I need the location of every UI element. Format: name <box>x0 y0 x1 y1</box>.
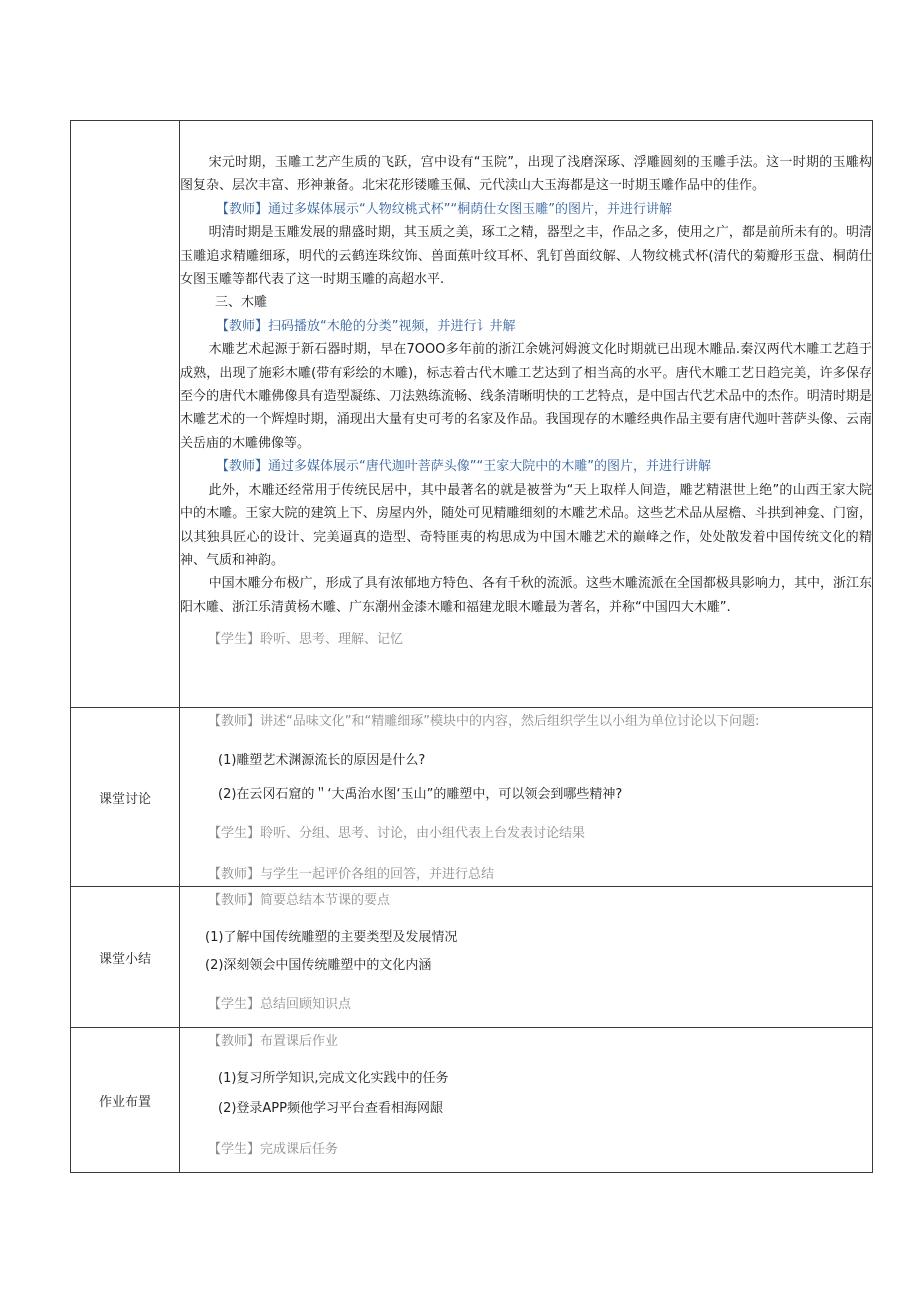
discussion-cell <box>180 708 873 887</box>
row-teaching-content <box>71 121 873 708</box>
discussion-teacher-summary: 【教师】与学生一起评价各组的回答，并进行总结 <box>208 866 495 882</box>
homework-item-2: (2)登录APP频他学习平台查看相海网龈 <box>218 1100 443 1116</box>
discussion-student-note: 【学生】聆听、分组、思考、讨论，由小组代表上台发表讨论结果 <box>208 826 586 842</box>
discussion-teacher-note: 【教师】讲述“品味文化”和“精雕细琢”模块中的内容，然后组织学生以小组为单位讨论以下问题: <box>208 714 760 729</box>
homework-student-note: 【学生】完成课后任务 <box>208 1142 339 1158</box>
teaching-content-cell <box>180 121 873 708</box>
row-class-summary <box>71 887 873 1028</box>
summary-teacher-note: 【教师】简要总结本节课的要点 <box>208 893 391 909</box>
summary-item-2: (2)深刻领会中国传统雕塑中的文化内涵 <box>205 957 432 973</box>
row-label-summary: 课堂小结 <box>71 887 180 1028</box>
row-label-empty <box>71 121 180 708</box>
paragraph-four-wood-carvings: 中国木雕分布极广，形成了具有浓郁地方特色、各有千秋的流派。这些木雕流派在全国都极具影响力，其中，浙江东阳木雕、浙江乐清黄杨木雕、广东潮州金漆木雕和福建龙眼木雕最为著名，并称“中国四大木雕”. <box>180 576 872 615</box>
section-heading-wood-carving: 三、木雕 <box>215 295 268 311</box>
teacher-note-jade-images: 【教师】通过多媒体展示“人物纹桃式杯”“桐荫仕女图玉雕”的图片，并进行讲解 <box>216 201 672 217</box>
lesson-plan-table <box>70 120 873 1173</box>
row-class-discussion <box>71 708 873 887</box>
summary-cell <box>180 887 873 1028</box>
discussion-question-1: (1)雕塑艺术渊源流长的原因是什么? <box>218 753 426 769</box>
row-homework <box>71 1028 873 1173</box>
summary-student-note: 【学生】总结回顾知识点 <box>208 997 352 1013</box>
homework-item-1: (1)复习所学知识,完成文化实践中的任务 <box>218 1071 449 1087</box>
teacher-note-video: 【教师】扫码播放“木舱的分类”视频，并进行讠井解 <box>216 318 516 334</box>
row-label-discussion: 课堂讨论 <box>71 708 180 887</box>
summary-item-1: (1)了解中国传统雕塑的主要类型及发展情况 <box>205 930 458 946</box>
row-label-homework: 作业布置 <box>71 1028 180 1173</box>
discussion-question-2: (2)在云冈石窟的＂‘大禹治水图‘玉山”的雕塑中，可以领会到哪些精神? <box>218 786 623 802</box>
paragraph-wang-family-compound: 此外，木雕还经常用于传统民居中，其中最著名的就是被誉为“天上取样人间造，雕艺精湛世上绝”的山西王家大院中的木雕。王家大院的建筑上下、房屋内外，随处可见精雕细刻的木雕艺术品。这些艺术品从屋檐、斗拱到神龛、门窗，以其独具匠心的设计、完美逼真的造型、奇特匪夷的构思成为中国木雕艺术的巅峰之作，处处散发着中国传统文化的精神、气质和神韵。 <box>180 482 872 568</box>
student-note-listen: 【学生】聆听、思考、理解、记忆 <box>208 632 404 648</box>
homework-teacher-note: 【教师】布置课后作业 <box>208 1034 339 1050</box>
paragraph-song-yuan-jade: 宋元时期，玉雕工艺产生质的飞跃，宫中设有“玉院”，出现了浅磨深琢、浮雕圆刻的玉雕手法。这一时期的玉雕构图复杂、层次丰富、形神兼备。北宋花形镂雕玉佩、元代渎山大玉海都是这一时期玉雕作品中的佳作。 <box>180 155 872 194</box>
paragraph-wood-origin: 木雕艺术起源于新石器时期，早在7OOO多年前的浙江余姚河姆渡文化时期就已出现木雕品.秦汉两代木雕工艺趋于成熟，出现了施彩木雕(带有彩绘的木雕)，标志着古代木雕工艺达到了相当高的水平。唐代木雕工艺日趋完美，许多保存至今的唐代木雕佛像具有造型凝练、刀法熟练流畅、线条清晰明快的工艺特点，是中国古代艺术品中的杰作。明清时期是木雕艺术的一个辉煌时期，涌现出大量有史可考的名家及作品。我国现存的木雕经典作品主要有唐代迦叶菩萨头像、云南关岳庙的木雕佛像等。 <box>180 342 872 451</box>
teacher-note-wood-images: 【教师】通过多媒体展示“唐代迦叶菩萨头像”“王家大院中的木雕”的图片，并进行讲解 <box>216 459 711 475</box>
paragraph-ming-qing-jade: 明清时期是玉雕发展的鼎盛时期，其玉质之美，琢工之精，器型之丰，作品之多，使用之广，都是前所未有的。明清玉雕追求精雕细琢，明代的云鹤连珠纹饰、兽面蕉叶纹耳杯、乳钉兽面纹解、人物纹桃式杯(清代的菊瓣形玉盘、桐荫仕女图玉雕等都代表了这一时期玉雕的高超水平. <box>180 225 872 288</box>
homework-cell <box>180 1028 873 1173</box>
